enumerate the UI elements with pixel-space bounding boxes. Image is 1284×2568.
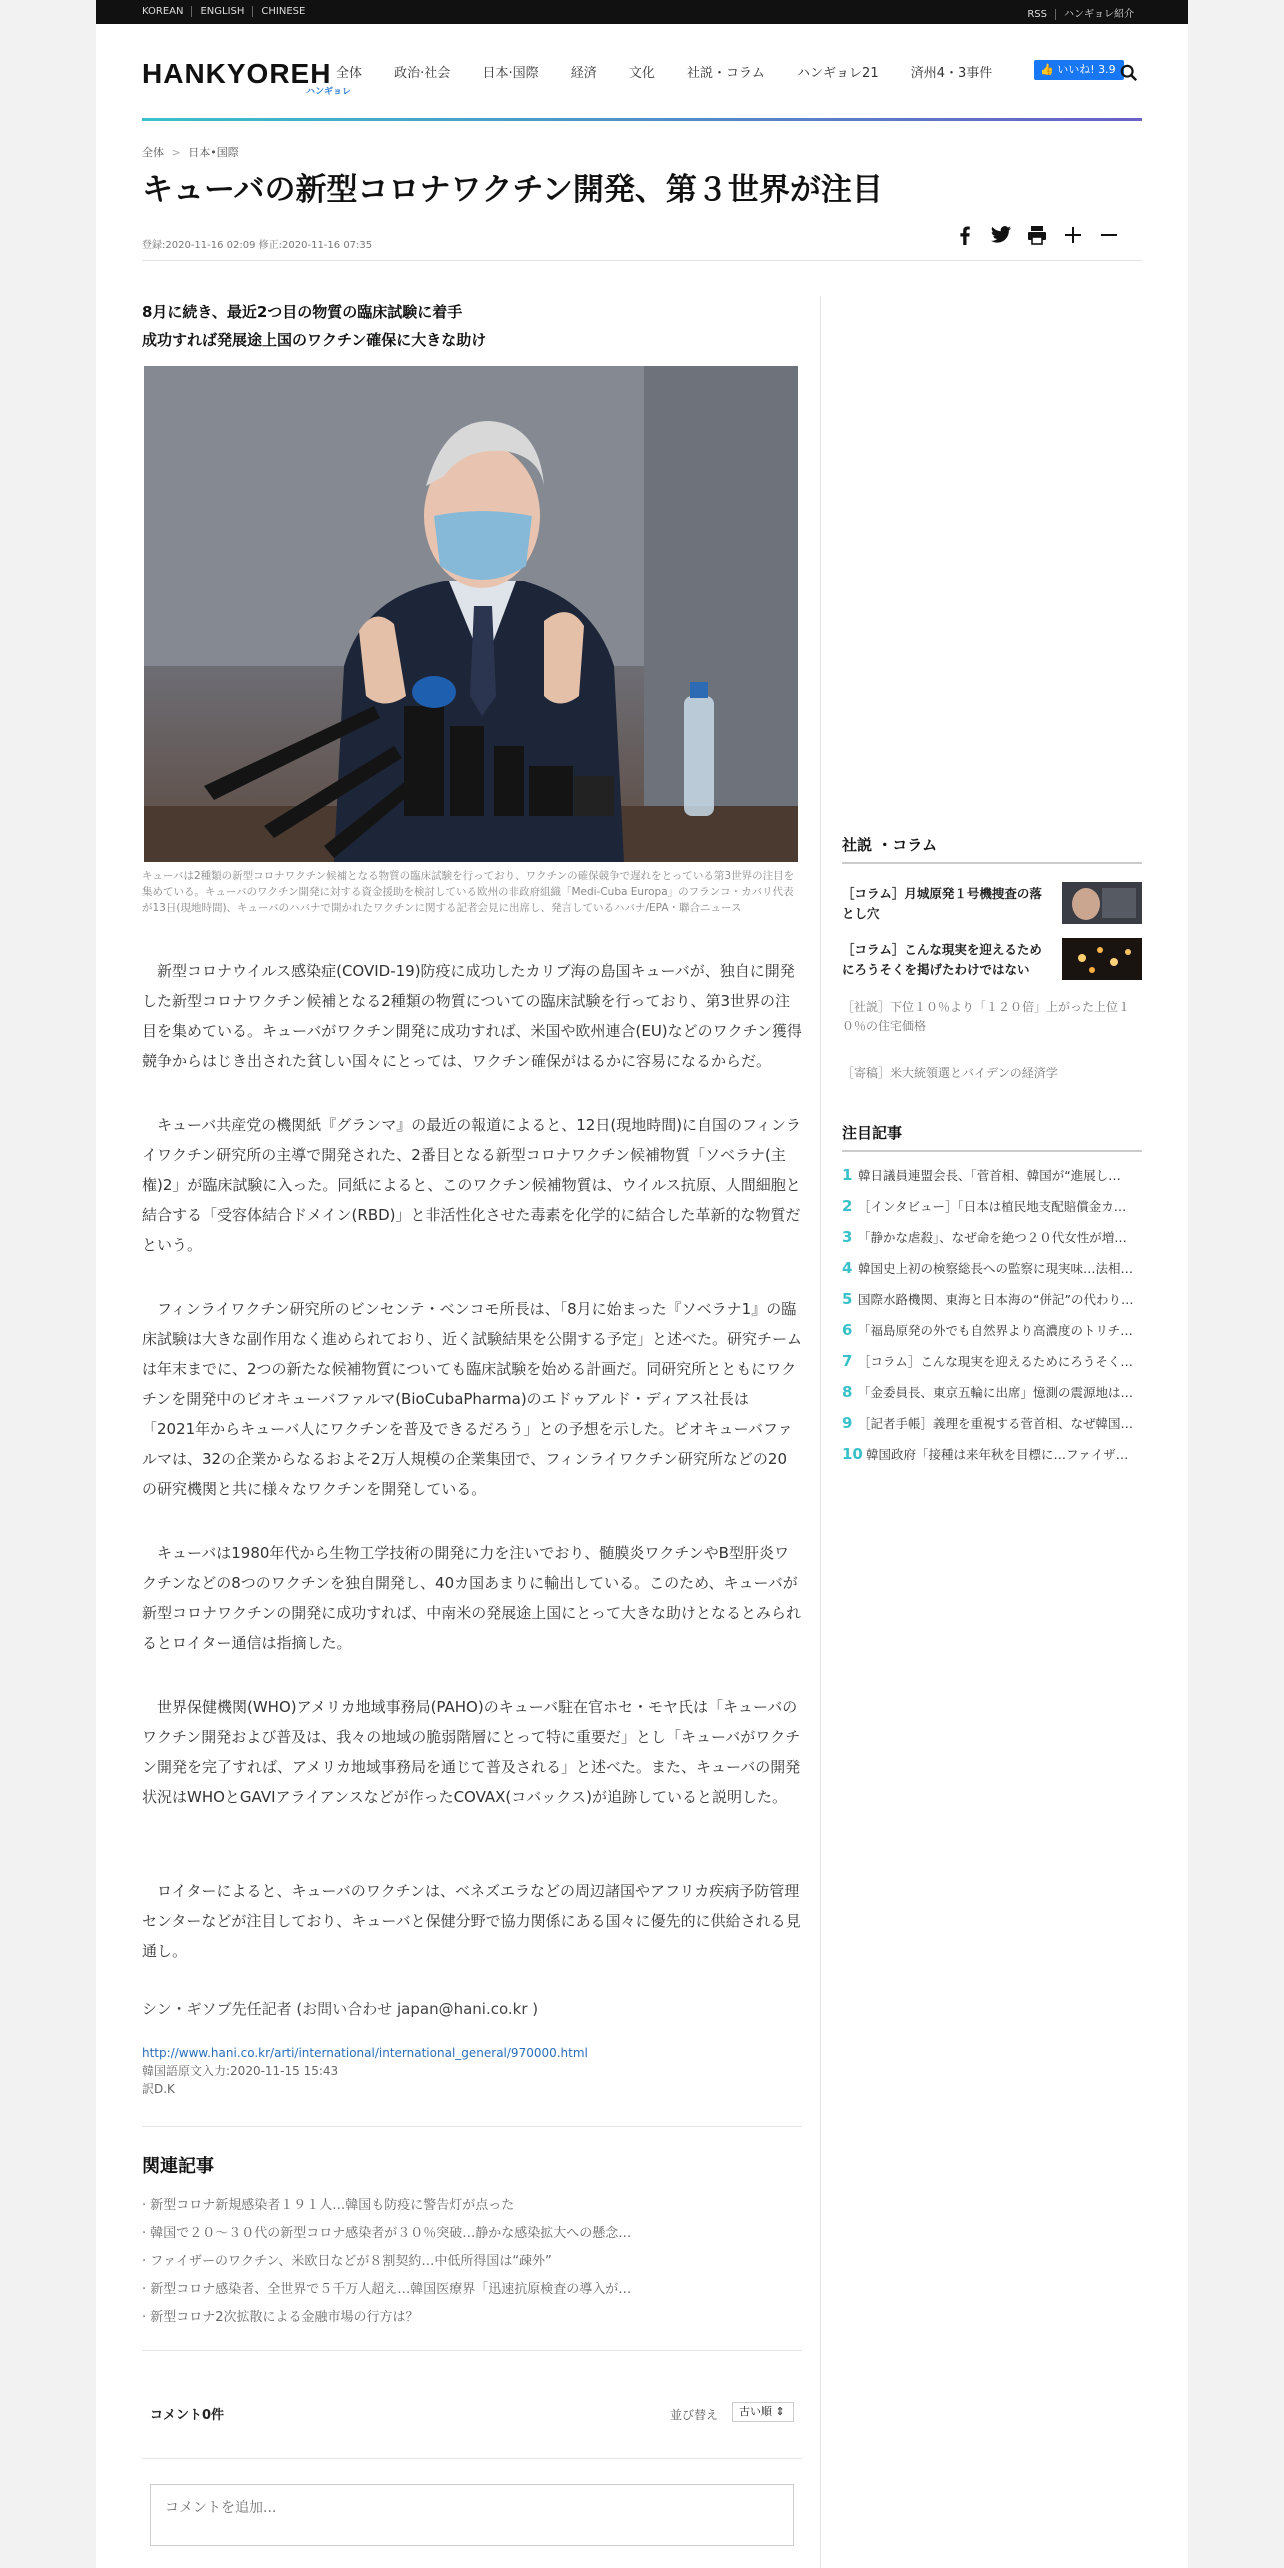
nav-politics-society[interactable]: 政治·社会: [394, 66, 451, 81]
rank-number: 7: [842, 1352, 853, 1370]
popular-item[interactable]: [842, 1414, 1142, 1432]
about-link[interactable]: ハンギョレ紹介: [1064, 9, 1134, 20]
popular-item-title: 「福島原発の外でも自然界より高濃度のトリチ…: [858, 1323, 1133, 1338]
subhead-line: 成功すれば発展途上国のワクチン確保に大きな助け: [142, 331, 487, 349]
popular-item[interactable]: [842, 1321, 1142, 1339]
translator: 訳D.K: [142, 2082, 175, 2096]
popular-item[interactable]: [842, 1228, 1142, 1246]
nav-culture[interactable]: 文化: [628, 66, 655, 81]
nav-japan-international[interactable]: 日本·国際: [482, 66, 539, 81]
related-list: [142, 2192, 631, 2332]
section-rule: [842, 862, 1142, 864]
breadcrumb-separator: >: [171, 146, 181, 159]
article-photo: [144, 366, 798, 862]
popular-item[interactable]: [842, 1166, 1142, 1184]
nav-jeju43[interactable]: 済州4・3事件: [910, 66, 993, 81]
divider: [142, 2458, 802, 2459]
sort-select[interactable]: 古い順 ⇕: [732, 2402, 794, 2422]
column-thumbnail[interactable]: [1062, 882, 1142, 924]
main-nav: [336, 62, 1020, 81]
lang-english-link[interactable]: ENGLISH: [192, 6, 253, 17]
twitter-icon[interactable]: [990, 224, 1012, 246]
popular-item-title: ［コラム］こんな現実を迎えるためにろうそく…: [858, 1354, 1133, 1369]
rank-number: 9: [842, 1414, 853, 1432]
rank-number: 6: [842, 1321, 853, 1339]
article-paragraph: フィンライワクチン研究所のビンセンテ・ベンコモ所長は、「8月に始まった『ソベラナ1』の臨床試験は大きな副作用なく進められており、近く試験結果を公開する予定」と述べた。研究チームは年末までに、2つの新たな候補物質についても臨床試験を始める計画だ。同研究所とともにワクチンを開発中のビオキューバファルマ(BioCubaPharma)のエドゥアルド・ディアス社長は「2021年からキューバ人にワクチンを普及できるだろう」との予想を示した。ビオキューバファルマは、32の企業からなるおよそ2万人規模の企業集団で、フィンライワクチン研究所などの20の研究機関と共に様々なワクチンを開発している。: [142, 1300, 803, 1498]
popular-item[interactable]: [842, 1197, 1142, 1215]
nav-hankyoreh21[interactable]: ハンギョレ21: [797, 66, 879, 81]
column-thumbnail[interactable]: [1062, 938, 1142, 980]
print-icon[interactable]: [1026, 224, 1048, 246]
photo-caption: キューバは2種類の新型コロナワクチン候補となる物質の臨床試験を行っており、ワクチンの確保競争で遅れをとっている第3世界の注目を集めている。キューバのワクチン開発に対する資金援助を検討している欧州の非政府組織「Medi-Cuba Europa」のフランコ・カバリ代表が13日(現地時間)、キューバのハバナで開かれたワクチンに関する記者会見に出席し、発言しているハバナ/EPA・聯合ニュース: [142, 870, 795, 914]
popular-item[interactable]: [842, 1352, 1142, 1370]
facebook-icon[interactable]: [954, 224, 976, 246]
divider: [142, 260, 1142, 261]
related-title: 関連記事: [142, 2156, 214, 2177]
column-item[interactable]: ［寄稿］米大統領選とバイデンの経済学: [842, 1066, 1058, 1080]
utility-links: [1027, 5, 1142, 20]
related-item[interactable]: · 新型コロナ2次拡散による金融市場の行方は？: [142, 2310, 419, 2325]
popular-item-title: 韓日議員連盟会長、「菅首相、韓国が“進展し…: [858, 1168, 1121, 1183]
language-links: [142, 6, 313, 17]
rank-number: 5: [842, 1290, 853, 1308]
search-icon[interactable]: [1120, 64, 1138, 82]
subhead-line: 8月に続き、最近2つ目の物質の臨床試験に着手: [142, 303, 463, 321]
site-logo-sub: ハンギョレ: [306, 87, 352, 97]
column-item[interactable]: ［社説］下位１０％より「１２０倍」上がった上位１０％の住宅価格: [842, 1000, 1131, 1033]
page: [96, 0, 1188, 2568]
nav-economy[interactable]: 経済: [570, 66, 597, 81]
popular-item[interactable]: [842, 1445, 1142, 1463]
popular-item[interactable]: [842, 1259, 1142, 1277]
article-subhead: [142, 298, 486, 354]
article-paragraph: キューバ共産党の機関紙『グランマ』の最近の報道によると、12日(現地時間)に自国のフィンライワクチン研究所の主導で開発された、2番目となる新型コロナワクチン候補物質「ソベラナ(主権)2」が臨床試験に入った。同紙によると、このワクチン候補物質は、ウイルス抗原、人間細胞と結合する「受容体結合ドメイン(RBD)」と非活性化させた毒素を化学的に結合した革新的な物質だという。: [142, 1116, 801, 1254]
rank-number: 8: [842, 1383, 853, 1401]
facebook-like-button[interactable]: [1034, 60, 1124, 80]
related-item[interactable]: · ファイザーのワクチン、米欧日などが８割契約…中低所得国は“疎外”: [142, 2254, 552, 2269]
column-divider: [820, 296, 821, 2568]
article-dates: 登録:2020-11-16 02:09 修正:2020-11-16 07:35: [142, 240, 373, 251]
popular-item-title: 韓国史上初の検察総長への監察に現実味…法相…: [858, 1261, 1134, 1276]
sort-label: 並び替え: [670, 2408, 719, 2422]
breadcrumb: [142, 144, 239, 160]
popular-item-title: 「金委員長、東京五輪に出席」憶測の震源地は…: [858, 1385, 1134, 1400]
article-paragraph: 世界保健機関(WHO)アメリカ地域事務局(PAHO)のキューバ駐在官ホセ・モヤ氏は「キューバのワクチン開発および普及は、我々の地域の脆弱階層にとって特に重要だ」とし「キューバがワクチン開発を完了すれば、アメリカ地域事務局を通じて普及される」と述べた。また、キューバの開発状況はWHOとGAVIアライアンスなどが作ったCOVAX(コバックス)が追跡していると説明した。: [142, 1698, 801, 1806]
like-label: いいね! 3.9: [1057, 63, 1116, 76]
top-bar: [96, 0, 1188, 24]
popular-item-title: 国際水路機関、東海と日本海の“併記”の代わり…: [858, 1292, 1134, 1307]
header-rule: [142, 118, 1142, 121]
rank-number: 3: [842, 1228, 853, 1246]
nav-all[interactable]: 全体: [336, 66, 363, 81]
lang-korean-link[interactable]: KOREAN: [142, 6, 192, 17]
article-byline: シン・ギソブ先任記者 (お問い合わせ japan@hani.co.kr ): [142, 2000, 539, 2018]
popular-item[interactable]: [842, 1290, 1142, 1308]
rank-number: 10: [842, 1445, 863, 1463]
nav-editorial-column[interactable]: 社説・コラム: [687, 66, 765, 81]
rank-number: 4: [842, 1259, 853, 1277]
source-meta: [142, 2062, 338, 2098]
popular-section-title: 注目記事: [842, 1124, 903, 1142]
article-headline: キューバの新型コロナワクチン開発、第３世界が注目: [142, 172, 883, 208]
comment-input[interactable]: [150, 2484, 794, 2546]
section-rule: [842, 1150, 1142, 1152]
article-paragraph: キューバは1980年代から生物工学技術の開発に力を注いでおり、髄膜炎ワクチンやB型肝炎ワクチンなどの8つのワクチンを独自開発し、40カ国あまりに輸出している。このため、キューバが新型コロナワクチンの開発に成功すれば、中南米の発展途上国にとって大きな助けとなるとみられるとロイター通信は指摘した。: [142, 1544, 801, 1652]
popular-item[interactable]: [842, 1383, 1142, 1401]
divider: [142, 2126, 802, 2127]
popular-item-title: 韓国政府「接種は来年秋を目標に…ファイザ…: [866, 1447, 1129, 1462]
source-link[interactable]: http://www.hani.co.kr/arti/international/international_general/970000.html: [142, 2046, 588, 2060]
article-paragraph: ロイターによると、キューバのワクチンは、ベネズエラなどの周辺諸国やアフリカ疾病予防管理センターなどが注目しており、キューバと保健分野で協力関係にある国々に優先的に供給される見通し。: [142, 1882, 801, 1960]
breadcrumb-japan-international[interactable]: 日本•国際: [188, 146, 239, 159]
font-decrease-icon[interactable]: [1098, 224, 1120, 246]
lang-chinese-link[interactable]: CHINESE: [261, 6, 306, 17]
popular-item-title: 「静かな虐殺」、なぜ命を絶つ２０代女性が増…: [858, 1230, 1127, 1245]
site-logo[interactable]: HANKYOREH: [142, 58, 332, 89]
rank-number: 1: [842, 1166, 853, 1184]
column-section-title: 社説 ・コラム: [842, 836, 938, 854]
thumbs-up-icon: 👍: [1040, 63, 1058, 76]
column-featured-item[interactable]: ［コラム］月城原発１号機捜査の落とし穴: [842, 886, 1042, 921]
source-date: 韓国語原文入力:2020-11-15 15:43: [142, 2064, 339, 2078]
column-featured-item[interactable]: ［コラム］こんな現実を迎えるためにろうそくを掲げたわけではない: [842, 942, 1042, 977]
popular-item-title: ［インタビュー］「日本は植民地支配賠償金カ…: [858, 1199, 1127, 1214]
rss-link[interactable]: RSS: [1027, 9, 1056, 20]
rank-number: 2: [842, 1197, 853, 1215]
related-item[interactable]: · 韓国で２０～３０代の新型コロナ感染者が３０％突破…静かな感染拡大への懸念…: [142, 2226, 632, 2241]
related-item[interactable]: · 新型コロナ感染者、全世界で５千万人超え…韓国医療界「迅速抗原検査の導入が…: [142, 2282, 632, 2297]
comment-count: コメント0件: [150, 2408, 225, 2423]
related-item[interactable]: · 新型コロナ新規感染者１９１人…韓国も防疫に警告灯が点った: [142, 2198, 515, 2213]
share-toolbar: [954, 224, 1120, 246]
font-increase-icon[interactable]: [1062, 224, 1084, 246]
breadcrumb-all[interactable]: 全体: [142, 146, 164, 159]
divider: [142, 2350, 802, 2351]
article-paragraph: 新型コロナウイルス感染症(COVID-19)防疫に成功したカリブ海の島国キューバが、独自に開発した新型コロナワクチン候補となる2種類の物質についての臨床試験を行っており、第3世界の注目を集めている。キューバがワクチン開発に成功すれば、米国や欧州連合(EU)などのワクチン獲得競争からはじき出された貧しい国々にとっては、ワクチン確保がはるかに容易になるからだ。: [142, 962, 802, 1070]
popular-item-title: ［記者手帳］義理を重視する菅首相、なぜ韓国…: [858, 1416, 1134, 1431]
